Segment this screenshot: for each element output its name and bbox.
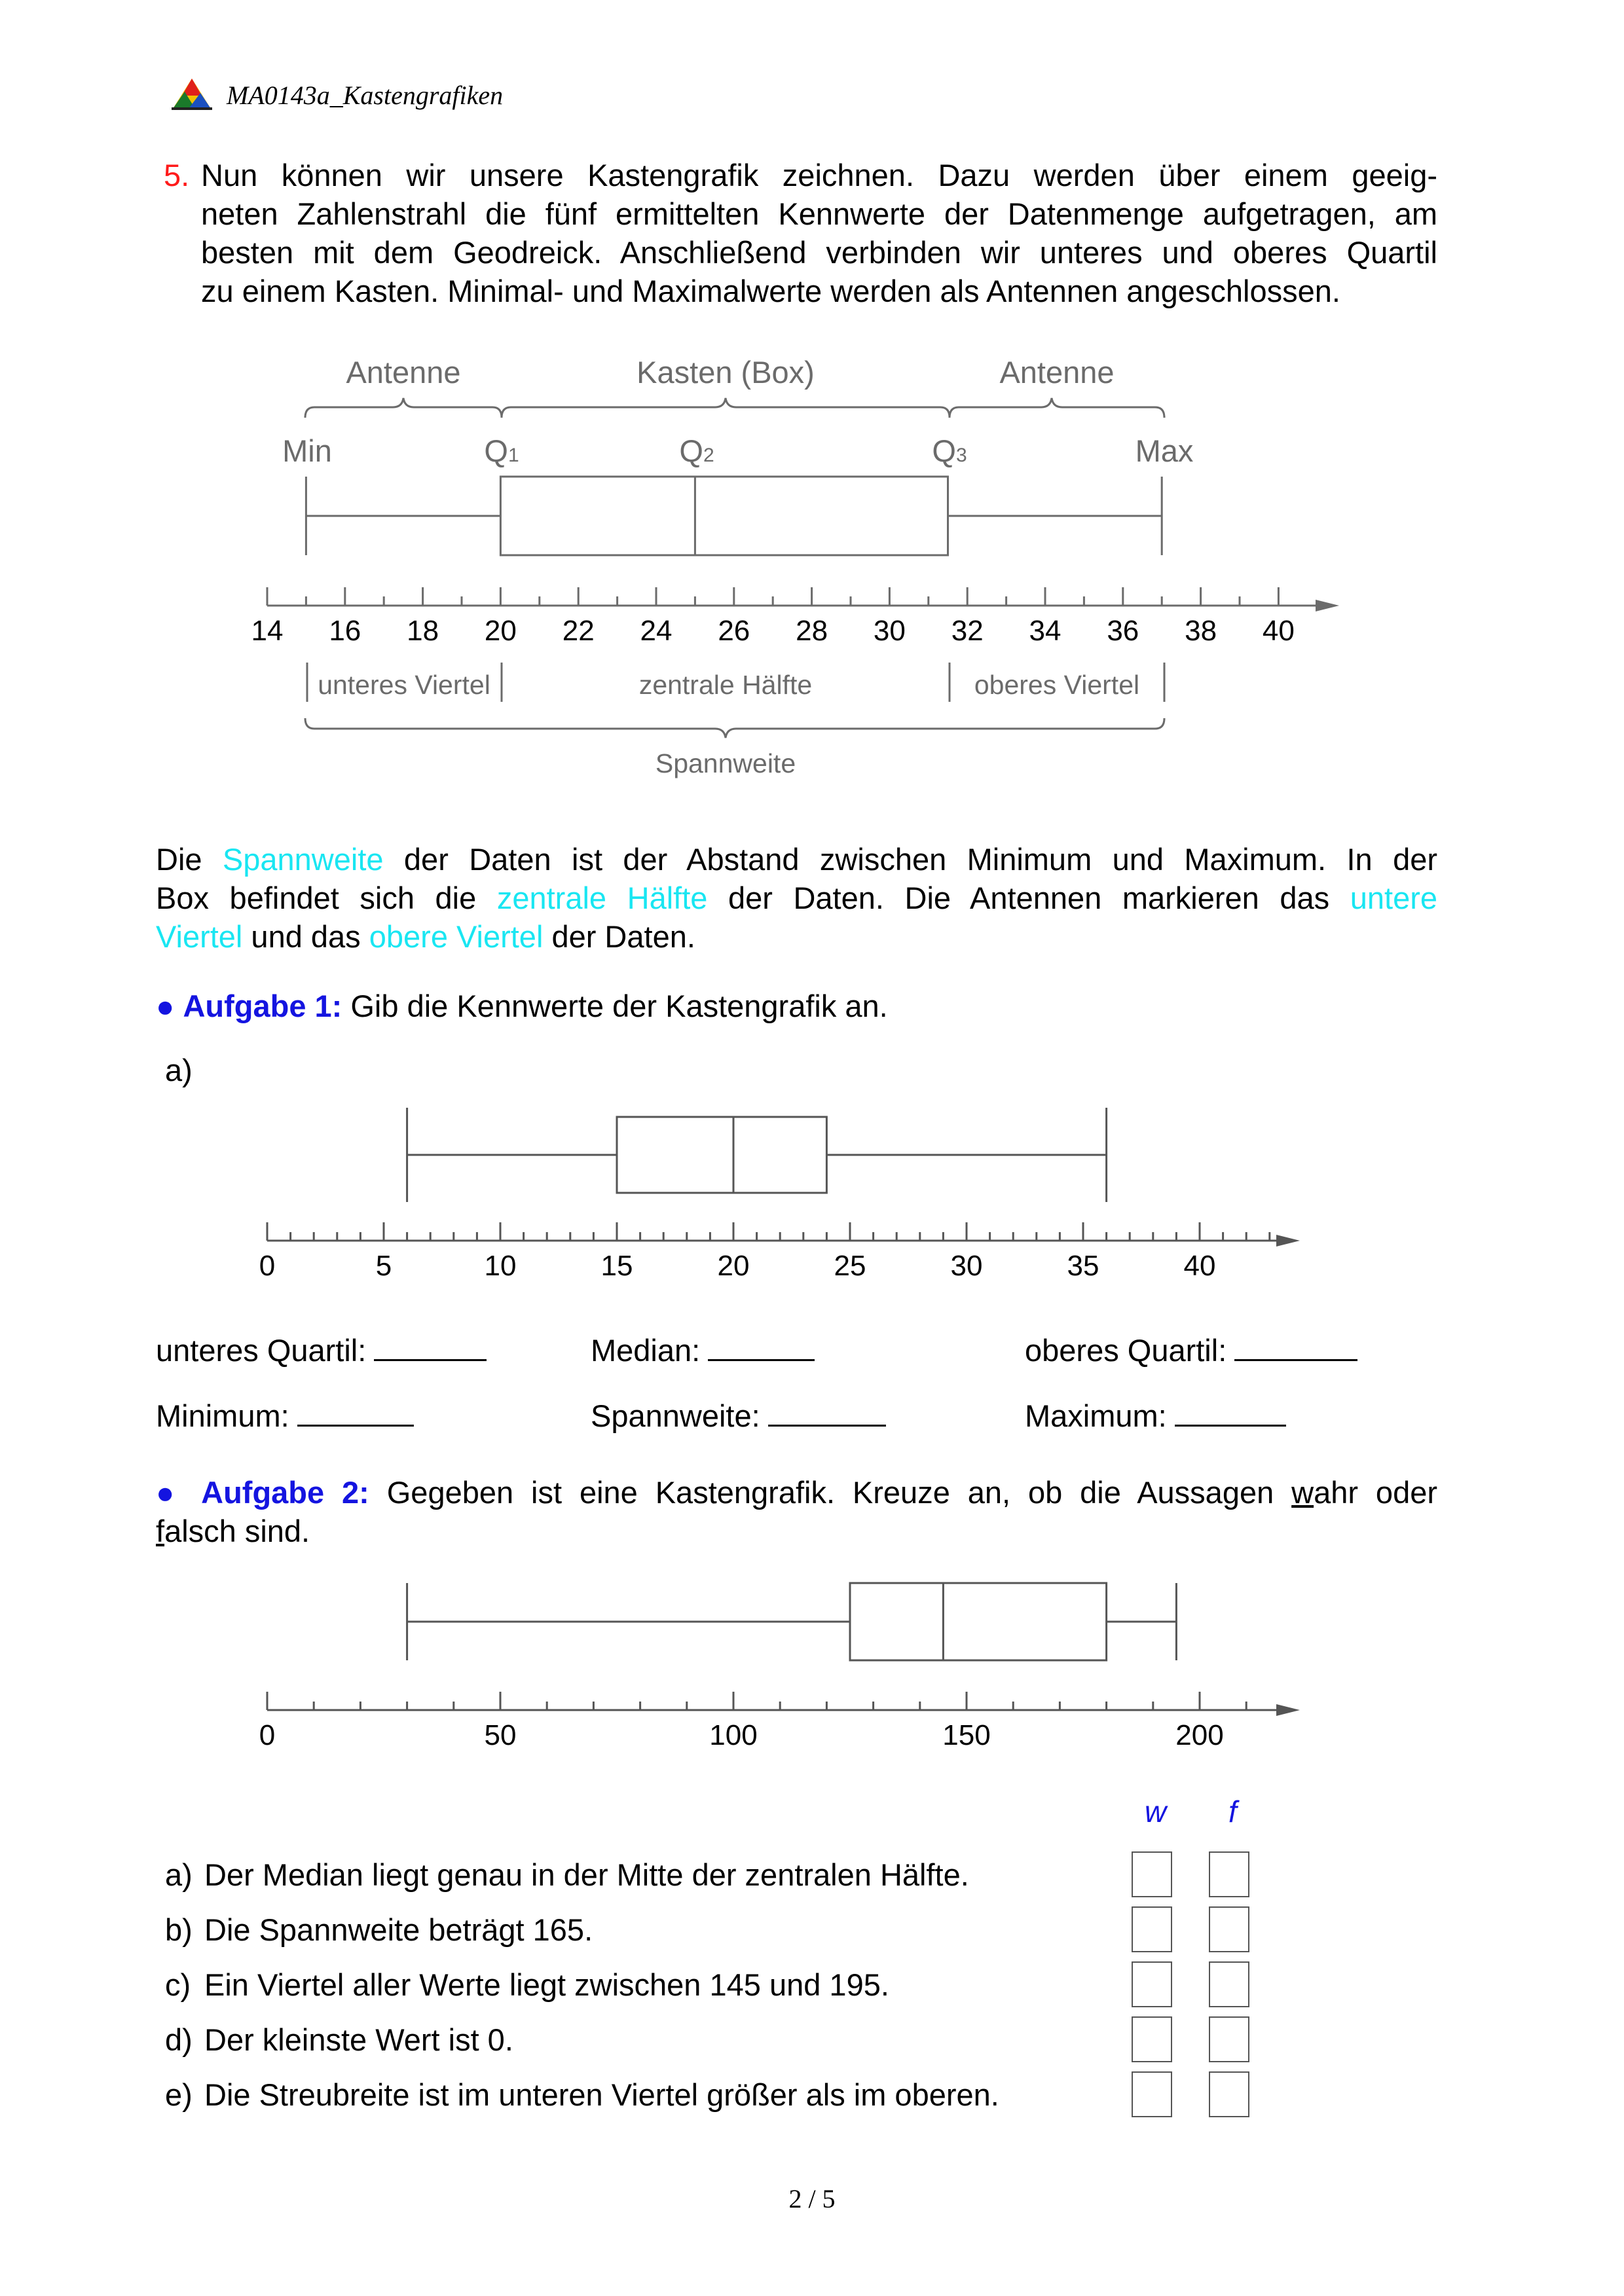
- field-range-label: Spannweite:: [591, 1398, 760, 1433]
- statement-letter: e): [165, 2077, 193, 2112]
- label-upper-quarter: oberes Viertel: [974, 670, 1140, 700]
- boxplot-aufgabe2: [259, 1583, 1300, 1751]
- lower-quartile-answer-line[interactable]: [374, 1330, 487, 1361]
- statement-letter: a): [165, 1857, 193, 1892]
- brace-antenna-left: [305, 398, 502, 418]
- document-title: MA0143a_Kastengrafiken: [227, 81, 504, 110]
- bullet: ●: [156, 1475, 184, 1510]
- field-maximum-label: Maximum:: [1025, 1398, 1167, 1433]
- tick-label: 150: [942, 1719, 991, 1751]
- aufgabe2-text-c: alsch sind.: [164, 1514, 310, 1548]
- box-iqr: [850, 1583, 1107, 1660]
- tick-label: 10: [484, 1250, 517, 1282]
- underlined-f: f: [156, 1514, 165, 1548]
- term-viertel: Viertel: [156, 919, 243, 954]
- statement-text: Ein Viertel aller Werte liegt zwischen 145 und 195.: [204, 1967, 889, 2002]
- column-f-label: f: [1228, 1795, 1237, 1829]
- term-obere-viertel: obere Viertel: [369, 919, 544, 954]
- statement-text: Der kleinste Wert ist 0.: [204, 2022, 513, 2057]
- field-lower-quartile: [156, 1330, 487, 1370]
- aufgabe2-heading: [156, 1473, 1437, 1550]
- term-spannweite: Spannweite: [222, 842, 384, 877]
- label-q2: Q2: [679, 433, 714, 468]
- tick-label: 22: [562, 615, 595, 647]
- tick-label: 35: [1067, 1250, 1099, 1282]
- field-maximum: [1025, 1396, 1286, 1435]
- checkbox-f-c[interactable]: [1209, 1961, 1249, 2007]
- field-range: [591, 1396, 886, 1435]
- explanation-line-2: [156, 879, 1437, 917]
- statement-c: [165, 1967, 889, 2003]
- boxplot-aufgabe1: [259, 1108, 1300, 1282]
- statement-letter: b): [165, 1912, 193, 1947]
- field-minimum-label: Minimum:: [156, 1398, 289, 1433]
- box-iqr: [500, 477, 948, 555]
- tick-label: 28: [796, 615, 828, 647]
- statement-a: [165, 1857, 969, 1893]
- page-number: 2 / 5: [788, 2184, 836, 2214]
- field-upper-quartile: [1025, 1330, 1357, 1370]
- bullet: ●: [156, 989, 175, 1023]
- brace-range: [305, 718, 1164, 738]
- text: Die: [156, 842, 223, 877]
- checkbox-w-c[interactable]: [1132, 1961, 1172, 2007]
- tick-label: 16: [329, 615, 361, 647]
- aufgabe2-boxplot: [0, 1558, 1624, 1768]
- tick-label: 50: [484, 1719, 517, 1751]
- checkbox-w-b[interactable]: [1132, 1906, 1172, 1952]
- range-answer-line[interactable]: [768, 1396, 886, 1427]
- term-untere: untere: [1350, 881, 1438, 915]
- label-range: Spannweite: [655, 748, 796, 778]
- task5-line-4: zu einem Kasten. Minimal- und Maximalwerte werden als Antennen angeschlossen.: [201, 274, 1340, 308]
- tick-label: 200: [1175, 1719, 1224, 1751]
- checkbox-w-d[interactable]: [1132, 2016, 1172, 2062]
- underlined-w: w: [1291, 1475, 1314, 1510]
- checkbox-f-b[interactable]: [1209, 1906, 1249, 1952]
- median-answer-line[interactable]: [708, 1330, 815, 1361]
- axis-arrow: [1316, 600, 1339, 611]
- maximum-answer-line[interactable]: [1175, 1396, 1286, 1427]
- aufgabe1-text: Gib die Kennwerte der Kastengrafik an.: [350, 989, 888, 1023]
- term-zentrale-haelfte: zentrale Hälfte: [496, 881, 708, 915]
- text: der Daten. Die Antennen markieren das: [707, 881, 1350, 915]
- label-max: Max: [1135, 433, 1194, 468]
- aufgabe2-label: Aufgabe 2:: [201, 1475, 369, 1510]
- statement-text: Die Streubreite ist im unteren Viertel größer als im oberen.: [204, 2077, 999, 2112]
- tick-label: 100: [709, 1719, 758, 1751]
- aufgabe2-line-2: [156, 1512, 1437, 1550]
- text: und das: [242, 919, 369, 954]
- explanation-line-1: [156, 840, 1437, 879]
- upper-quartile-answer-line[interactable]: [1234, 1330, 1357, 1361]
- statement-b: [165, 1912, 593, 1948]
- statement-letter: c): [165, 1967, 191, 2002]
- label-antenna-right: Antenne: [999, 355, 1115, 390]
- label-min: Min: [282, 433, 332, 468]
- field-upper-quartile-label: oberes Quartil:: [1025, 1333, 1227, 1368]
- statement-d: [165, 2022, 513, 2058]
- tick-label: 40: [1262, 615, 1295, 647]
- text: der Daten.: [543, 919, 695, 954]
- statement-text: Der Median liegt genau in der Mitte der zentralen Hälfte.: [204, 1857, 969, 1892]
- task5-number: 5.: [164, 158, 190, 192]
- field-median: [591, 1330, 815, 1370]
- text: Box befindet sich die: [156, 881, 497, 915]
- field-minimum: [156, 1396, 414, 1435]
- tick-label: 18: [407, 615, 439, 647]
- label-antenna-left: Antenne: [346, 355, 461, 390]
- boxplot-diagram: [0, 0, 1624, 825]
- checkbox-f-e[interactable]: [1209, 2071, 1249, 2117]
- tick-label: 20: [484, 615, 517, 647]
- label-q1: Q1: [484, 433, 519, 468]
- tick-label: 0: [259, 1250, 276, 1282]
- aufgabe1-label: Aufgabe 1:: [183, 989, 342, 1023]
- brace-box: [502, 398, 950, 418]
- tick-label: 32: [951, 615, 984, 647]
- checkbox-f-d[interactable]: [1209, 2016, 1249, 2062]
- aufgabe2-line-1: [156, 1473, 1437, 1512]
- aufgabe1-boxplot: [0, 1080, 1624, 1303]
- field-lower-quartile-label: unteres Quartil:: [156, 1333, 367, 1368]
- tick-label: 30: [873, 615, 906, 647]
- minimum-answer-line[interactable]: [297, 1396, 414, 1427]
- aufgabe1-part-a: a): [165, 1053, 193, 1087]
- tick-label: 20: [717, 1250, 750, 1282]
- column-w-label: w: [1145, 1795, 1167, 1829]
- tick-label: 26: [718, 615, 750, 647]
- task5-line-2: neten Zahlenstrahl die fünf ermittelten Kennwerte der Datenmenge aufgetragen, am: [201, 196, 1437, 231]
- task5-line-3: besten mit dem Geodreick. Anschließend verbinden wir unteres und oberes Quartil: [201, 235, 1437, 270]
- tick-label: 25: [834, 1250, 866, 1282]
- field-median-label: Median:: [591, 1333, 701, 1368]
- label-q3: Q3: [932, 433, 967, 468]
- text: der Daten ist der Abstand zwischen Minimum und Maximum. In der: [383, 842, 1437, 877]
- explanation-line-3: [156, 917, 1437, 956]
- tick-label: 15: [600, 1250, 633, 1282]
- checkbox-w-a[interactable]: [1132, 1851, 1172, 1897]
- checkbox-f-a[interactable]: [1209, 1851, 1249, 1897]
- tick-label: 36: [1107, 615, 1139, 647]
- aufgabe2-text-b: ahr oder: [1314, 1475, 1437, 1510]
- boxplot-example: [251, 477, 1339, 647]
- explanation-paragraph: [156, 840, 1437, 956]
- aufgabe2-text-a: Gegeben ist eine Kastengrafik. Kreuze an, ob die Aussagen: [386, 1475, 1292, 1510]
- statement-e: [165, 2077, 999, 2113]
- label-central-half: zentrale Hälfte: [638, 670, 813, 700]
- aufgabe1-heading: [156, 987, 888, 1025]
- tick-label: 0: [259, 1719, 276, 1751]
- tick-label: 34: [1029, 615, 1061, 647]
- label-lower-quarter: unteres Viertel: [318, 670, 490, 700]
- tick-label: 40: [1183, 1250, 1216, 1282]
- label-box: Kasten (Box): [637, 355, 815, 390]
- tick-label: 24: [640, 615, 673, 647]
- tick-label: 30: [950, 1250, 983, 1282]
- brace-antenna-right: [950, 398, 1164, 418]
- axis-arrow: [1276, 1235, 1300, 1247]
- axis-arrow: [1276, 1704, 1300, 1716]
- statement-text: Die Spannweite beträgt 165.: [204, 1912, 593, 1947]
- tick-label: 5: [375, 1250, 392, 1282]
- checkbox-w-e[interactable]: [1132, 2071, 1172, 2117]
- box-iqr: [617, 1117, 826, 1193]
- tick-label: 38: [1185, 615, 1217, 647]
- tick-label: 14: [251, 615, 284, 647]
- task5-line-1: Nun können wir unsere Kastengrafik zeichnen. Dazu werden über einem geeig-: [201, 158, 1437, 192]
- statement-letter: d): [165, 2022, 193, 2057]
